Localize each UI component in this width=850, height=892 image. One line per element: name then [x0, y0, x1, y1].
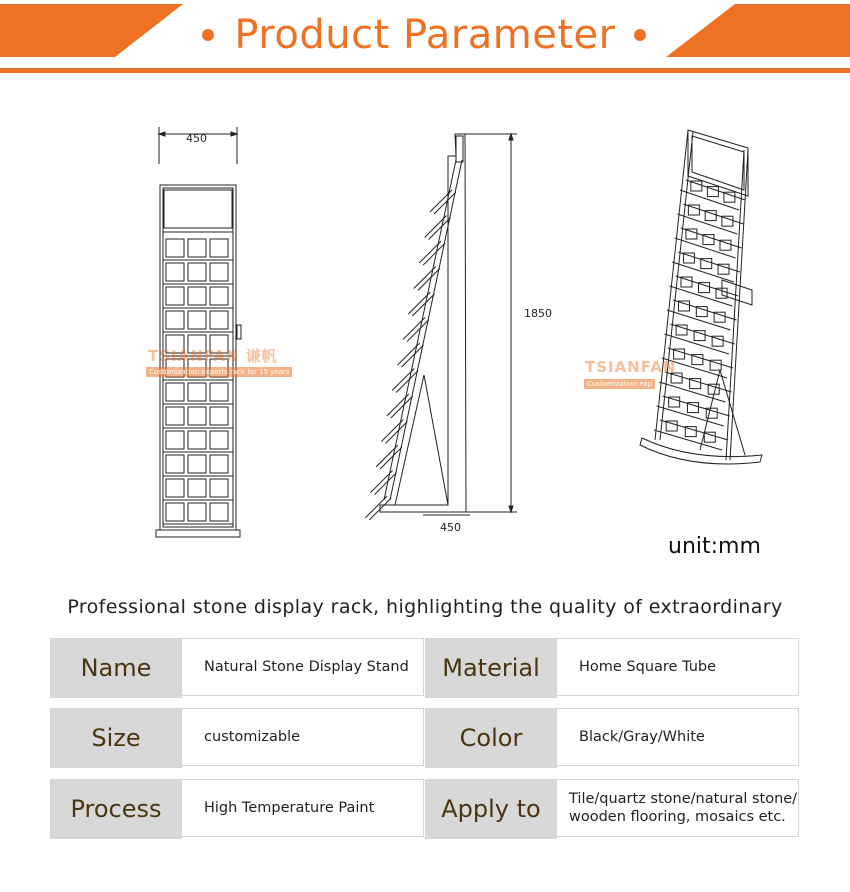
table-row: [50, 708, 800, 768]
front-view: [156, 127, 241, 537]
product-subtitle: Professional stone display rack, highlighting the quality of extraordinary: [67, 596, 783, 618]
name-value: Natural Stone Display Stand: [181, 638, 424, 696]
side-height-label: 1850: [524, 307, 552, 320]
material-value: Home Square Tube: [556, 638, 799, 696]
apply-to-value: [556, 779, 799, 837]
table-row: [50, 779, 800, 839]
watermark-brand: TSIANFAN: [148, 347, 240, 365]
front-width-label: 450: [186, 132, 207, 145]
apply-to-label: Apply to: [425, 779, 557, 839]
side-base-label: 450: [440, 521, 461, 534]
process-value: High Temperature Paint: [181, 779, 424, 837]
watermark-tag-side: Customization exp: [584, 379, 655, 389]
page-title: Product Parameter: [234, 12, 616, 58]
size-value: customizable: [181, 708, 424, 766]
watermark-side: TSIANFAN: [585, 358, 677, 376]
side-view: [365, 134, 517, 520]
color-label: Color: [425, 708, 557, 768]
name-label: Name: [50, 638, 182, 698]
apply-to-line-2: wooden flooring, mosaics etc.: [569, 809, 786, 825]
process-label: Process: [50, 779, 182, 839]
color-value: Black/Gray/White: [556, 708, 799, 766]
size-label: Size: [50, 708, 182, 768]
header-banner: [0, 0, 850, 76]
watermark-tag-front: Customization exports rack for 15 years: [146, 367, 292, 377]
perspective-view: [640, 130, 762, 464]
watermark-brand-cn: 谦帆: [245, 347, 278, 365]
material-label: Material: [425, 638, 557, 698]
watermark-front: [148, 345, 278, 366]
apply-to-line-1: Tile/quartz stone/natural stone/: [569, 791, 798, 807]
table-row: [50, 638, 800, 698]
unit-label: unit:mm: [668, 534, 761, 559]
technical-drawing: [0, 100, 850, 580]
